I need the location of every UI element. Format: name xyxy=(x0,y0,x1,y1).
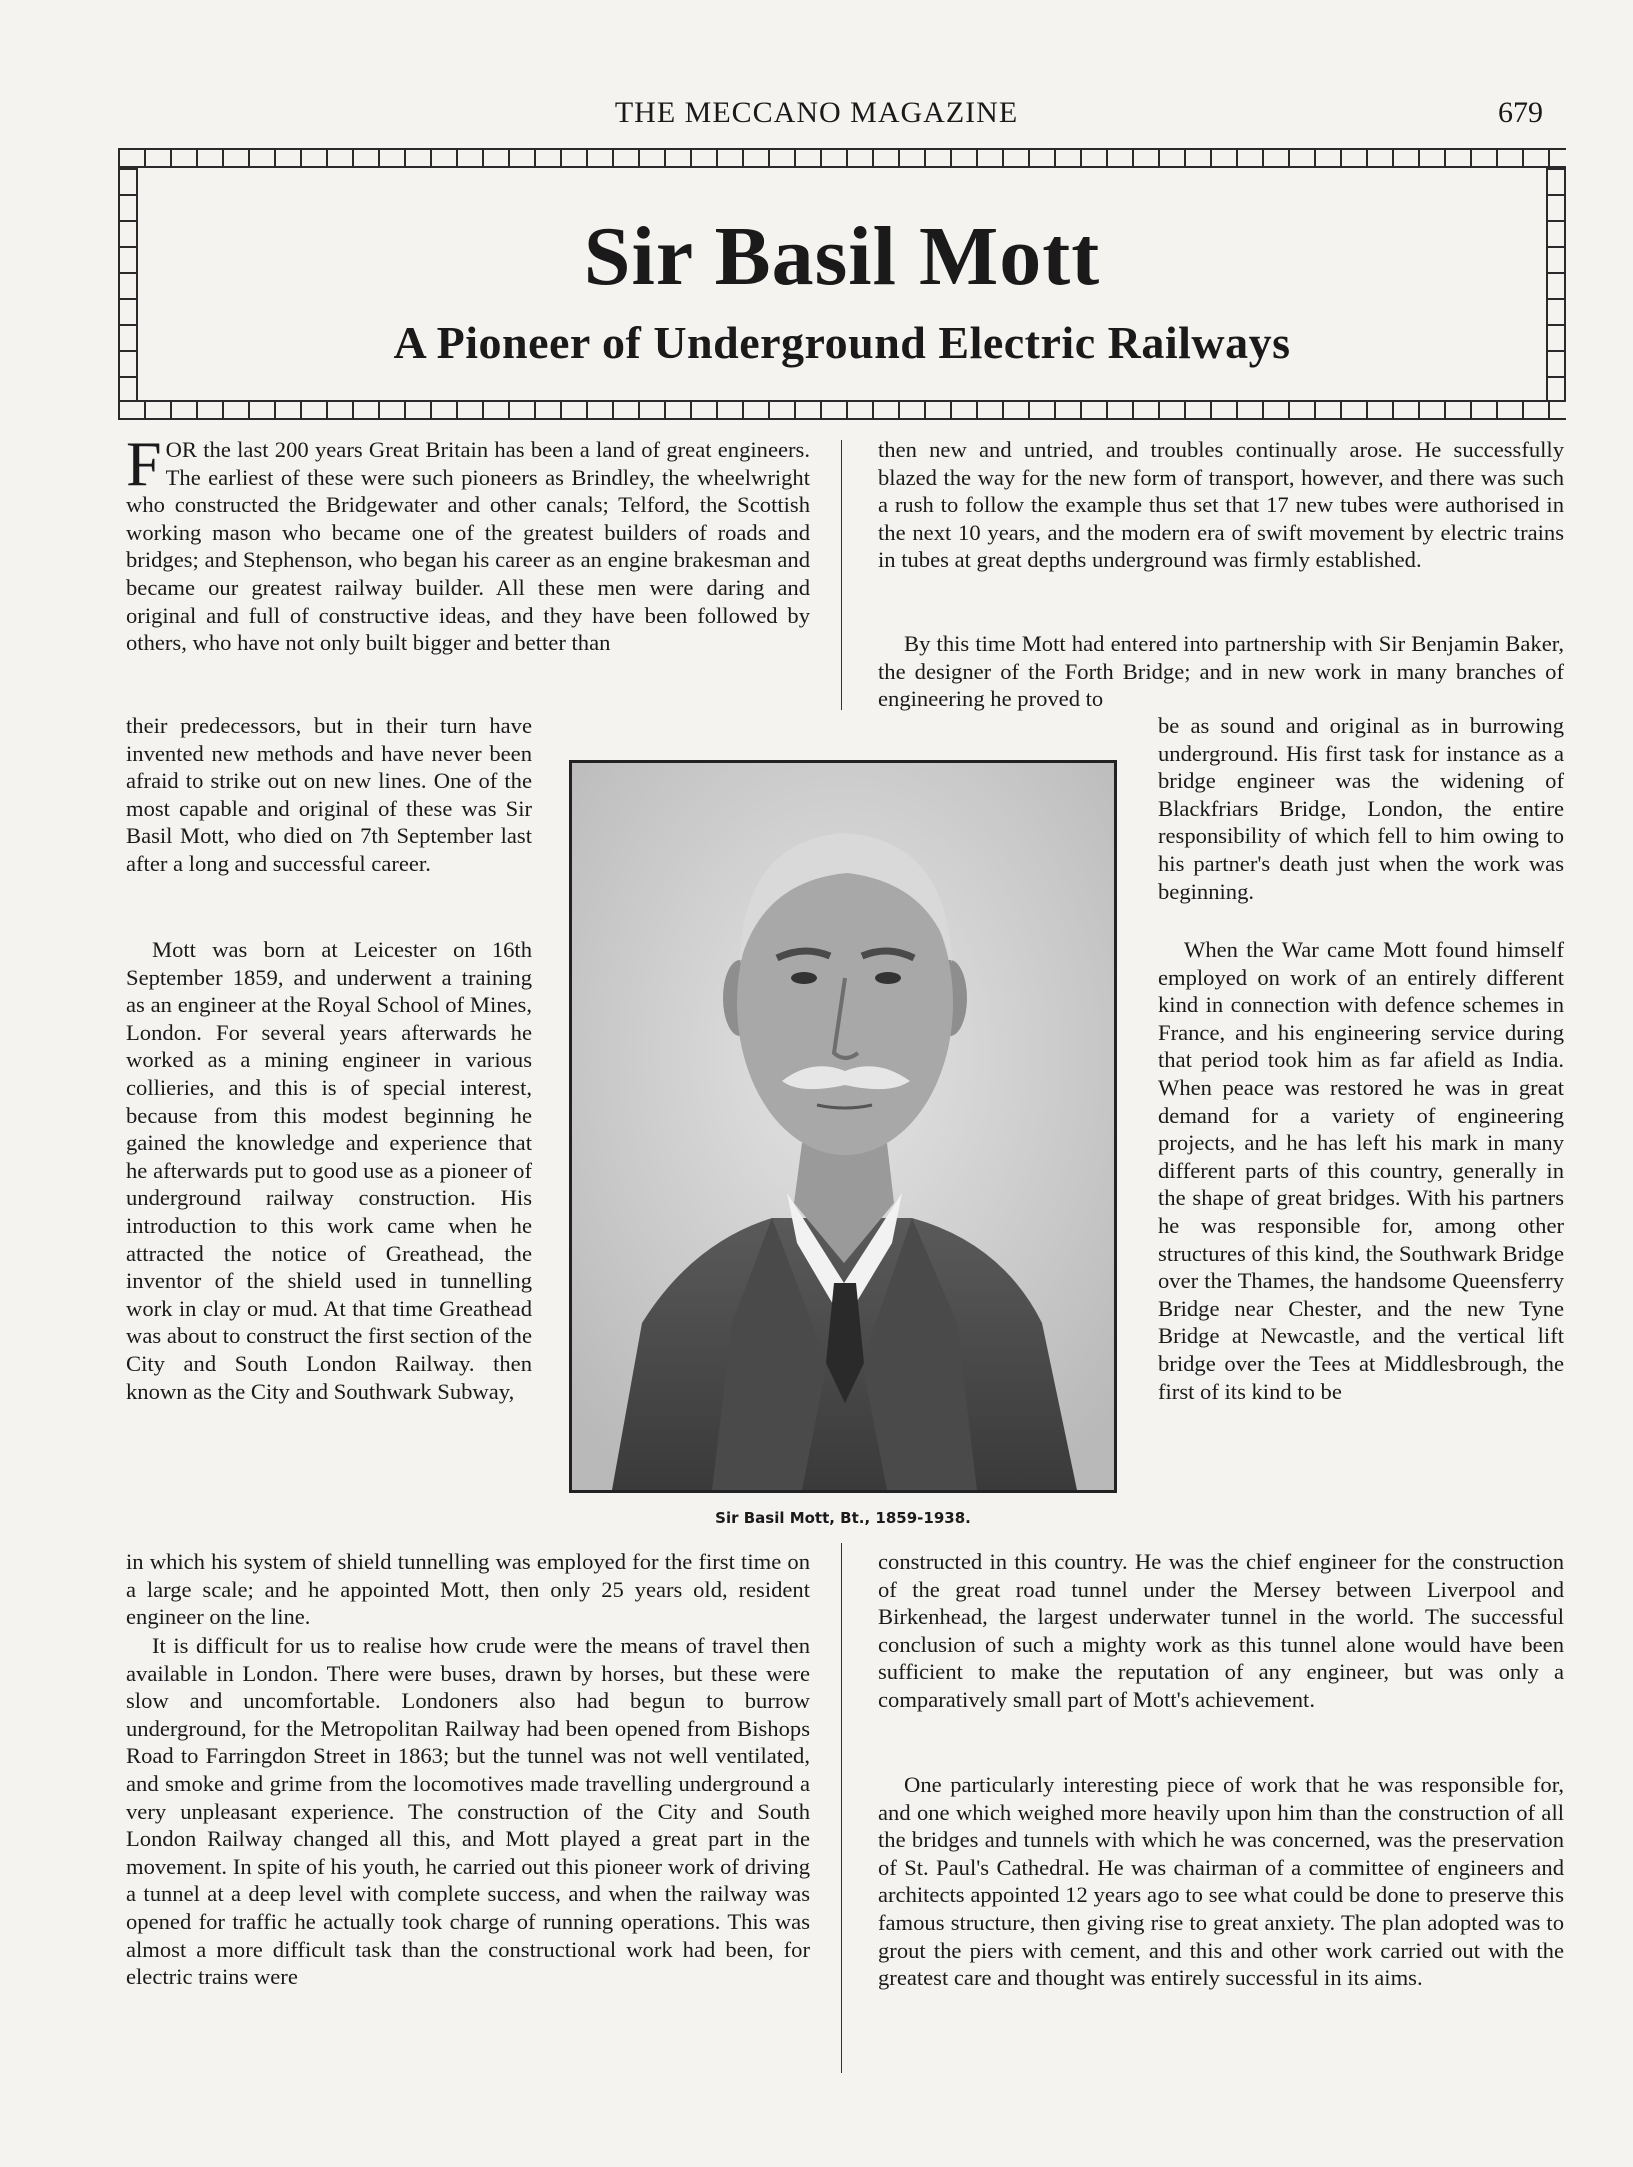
paragraph-partnership: By this time Mott had entered into partnership with Sir Benjamin Baker, the designer of the Forth Bridge; and in new work in many branches of engineering he proved to xyxy=(878,631,1564,712)
paragraph-st-pauls: One particularly interesting piece of work that he was responsible for, and one which weighed more heavily upon him than the construction of all the bridges and tunnels with which he was concerned, was the preservation of St. Paul's Cathedral. He was chairman of a committee of engineers and architects appointed 12 years ago to see what could be done to preserve this famous structure, then giving rise to great anxiety. The plan adopted was to grout the piers with cement, and this and other work carried out with the greatest care and thought was entirely successful in its aims. xyxy=(878,1772,1564,1991)
paragraph-opening-text: OR the last 200 years Great Britain has been a land of great engineers. The earliest of these were such pioneers as Brindley, the wheelwright who constructed the Bridgewater and other canals; Telford, the Scottish working mason who became one of the greatest builders of roads and bridges; and Stephenson, who began his career as an engine brakesman and became our greatest railway builder. All these men were daring and original and full of constructive ideas, and they have been followed by others, who have not only built bigger and better than xyxy=(126,437,810,656)
paragraph-opening-continued: their predecessors, but in their turn have invented new methods and have never been afraid to strike out on new lines. One of the most capable and original of these was Sir Basil Mott, who died on 7th September last after a long and successful career. xyxy=(126,713,532,876)
portrait-caption: Sir Basil Mott, Bt., 1859-1938. xyxy=(715,1509,971,1527)
square-border-top xyxy=(118,148,1566,168)
column-rule-lower xyxy=(841,1543,842,2073)
paragraph-early-life: Mott was born at Leicester on 16th September 1859, and underwent a training as an engineer at the Royal School of Mines, London. For several years afterwards he worked as a mining engineer in various collieries, and this is of special interest, because from this modest beginning he gained the knowledge and experience that he afterwards put to good use as a pioneer of underground railway construction. His introduction to this work came when he attracted the notice of Greathead, the inventor of the shield used in tunnelling work in clay or mud. At that time Greathead was about to construct the first section of the City and South London Railway. then known as the City and Southwark Subway, xyxy=(126,937,532,1404)
article-subtitle: A Pioneer of Underground Electric Railways xyxy=(393,317,1291,368)
article-title: Sir Basil Mott xyxy=(583,210,1101,303)
running-head xyxy=(0,96,1633,136)
paragraph-travel: It is difficult for us to realise how crude were the means of travel then available in London. There were buses, drawn by horses, but these were slow and uncomfortable. Londoners also had begun to burrow underground, for the Metropolitan Railway had been opened from Bishops Road to Farringdon Street in 1863; but the tunnel was not well ventilated, and smoke and grime from the locomotives made travelling underground a very unpleasant experience. The construction of the City and South London Railway changed all this, and Mott played a great part in the movement. In spite of his youth, he carried out this pioneer work of driving a tunnel at a deep level with complete success, and when the railway was opened for traffic he actually took charge of running operations. This was almost a more difficult task than the constructional work had been, for electric trains were xyxy=(126,1633,810,1990)
paragraph-new-tubes: then new and untried, and troubles continually arose. He successfully blazed the way for the new form of transport, however, and there was such a rush to follow the example thus set that 17 new tubes were authorised in the next 10 years, and the modern era of swift movement by electric trains in tubes at great depths underground was firmly established. xyxy=(878,437,1564,573)
page-number: 679 xyxy=(1498,96,1543,129)
portrait-photo xyxy=(569,760,1117,1493)
column-rule-upper xyxy=(841,440,842,710)
paragraph-war-continued: constructed in this country. He was the chief engineer for the construction of the great road tunnel under the Mersey between Liverpool and Birkenhead, the largest underwater tunnel in the world. The successful conclusion of such a mighty work as this tunnel alone would have been sufficient to make the reputation of any engineer, but was only a comparatively small part of Mott's achievement. xyxy=(878,1549,1564,1712)
magazine-name: THE MECCANO MAGAZINE xyxy=(614,96,1019,129)
square-border-bottom xyxy=(118,400,1566,420)
paragraph-early-life-continued: in which his system of shield tunnelling was employed for the first time on a large scale; and he appointed Mott, then only 25 years old, resident engineer on the line. xyxy=(126,1549,810,1630)
paragraph-partnership-continued: be as sound and original as in burrowing underground. His first task for instance as a bridge engineer was the widening of Blackfriars Bridge, London, the entire responsibility of which fell to him owing to his partner's death just when the work was beginning. xyxy=(1158,713,1564,904)
drop-cap: F xyxy=(126,428,162,499)
paragraph-opening xyxy=(126,428,810,657)
title-box xyxy=(118,148,1566,420)
paragraph-war: When the War came Mott found himself employed on work of an entirely different kind in connection with defence schemes in France, and his engineering service during that period took him as far afield as India. When peace was restored he was in great demand for a variety of engineering projects, and he has left his mark in many different parts of this country, generally in the shape of great bridges. With his partners he was responsible for, among other structures of this kind, the Southwark Bridge over the Thames, the handsome Queensferry Bridge near Chester, and the new Tyne Bridge at Newcastle, and the vertical lift bridge over the Tees at Middlesbrough, the first of its kind to be xyxy=(1158,937,1565,1404)
